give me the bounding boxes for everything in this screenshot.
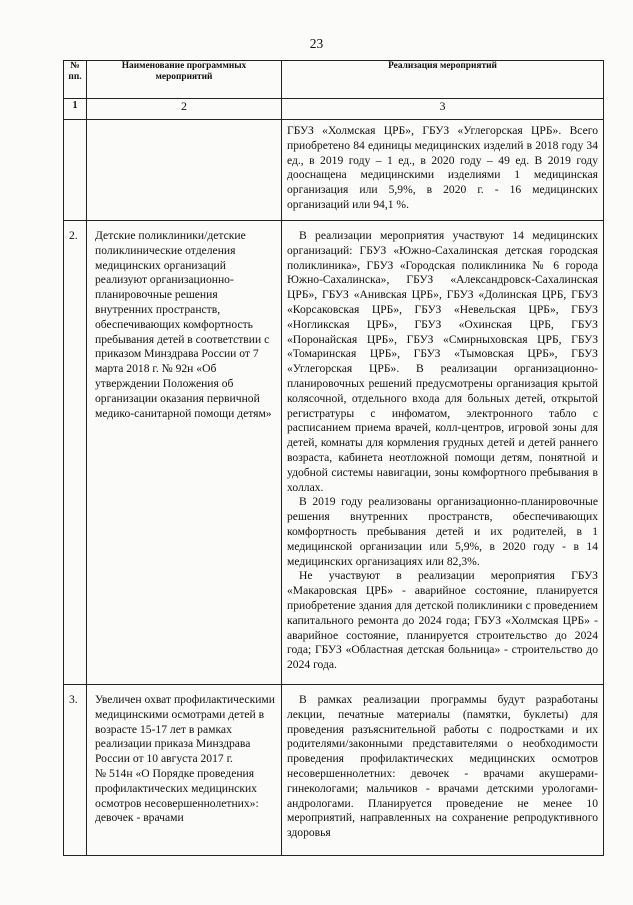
column-number-3: 3 (282, 99, 604, 120)
row-number: 3. (64, 685, 87, 856)
row-implementation (282, 685, 604, 856)
row-measure (87, 120, 282, 221)
row-measure: Детские поликлиники/детские поликлинические отделения медицинских организаций реализуют организационно-планировочные решения внутренних пространств, обеспечивающих комфортность пребывания детей в соответствии с приказом Минздрава России от 7 марта 2018 г. № 92н «Об утверждении Положения об организации оказания первичной медико-санитарной помощи детям» (87, 221, 282, 685)
header-name: Наименование программных мероприятий (87, 61, 282, 99)
row-implementation (282, 120, 604, 221)
implementation-paragraph: Не участвуют в реализации мероприятия ГБУЗ «Макаровская ЦРБ» - аварийное состояние, планируется приобретение здания для детской поликлиники с проведением капитального ремонта до 2024 года; ГБУЗ «Холмская ЦРБ» - аварийное состояние, планируется строительство до 2024 года; ГБУЗ «Областная детская больница» - строительство до 2024 года. (287, 569, 598, 672)
row-measure: Увеличен охват профилактическими медицинскими осмотрами детей в возрасте 15-17 лет в рамках реализации приказа Минздрава России от 10 августа 2017 г. № 514н «О Порядке проведения профилактических медицинских осмотров несовершеннолетних»: девочек - врачами (87, 685, 282, 856)
page-number: 23 (309, 36, 324, 51)
implementation-paragraph: ГБУЗ «Холмская ЦРБ», ГБУЗ «Углегорская ЦРБ». Всего приобретено 84 единицы медицинских изделий в 2018 году 34 ед., в 2019 году – 1 ед., в 2020 году – 49 ед. В 2019 году дооснащена медицинскими изделиями 1 медицинская организация или 5,9%, в 2020 г. - 16 медицинских организаций или 94,1 %. (287, 124, 598, 211)
column-number-row (64, 99, 604, 120)
implementation-paragraph: В 2019 году реализованы организационно-планировочные решения внутренних пространств, обеспечивающих комфортность пребывания детей и их родителей, в 1 медицинской организации или 5,9%, в 2020 году - в 14 медицинских организациях или 82,3%. (287, 495, 598, 568)
implementation-paragraph: В рамках реализации программы будут разработаны лекции, печатные материалы (памятки, буклеты) для проведения разъяснительной работы с подростками и их родителями/законными представителями о необходимости проведения профилактических медицинских осмотров несовершеннолетних: девочек - врачами акушерами-гинекологами; мальчиков - врачами детскими урологами-андрологами. Планируется проведение не менее 10 мероприятий, направленных на сохранение репродуктивного здоровья (287, 693, 598, 840)
column-number-2: 2 (87, 99, 282, 120)
measures-table (63, 60, 604, 856)
header-impl: Реализация мероприятий (282, 61, 604, 99)
table-row (64, 120, 604, 221)
table-row (64, 221, 604, 685)
row-number (64, 120, 87, 221)
header-num: № пп. (64, 61, 87, 99)
row-implementation (282, 221, 604, 685)
table-row (64, 685, 604, 856)
table-header-row (64, 61, 604, 99)
implementation-paragraph: В реализации мероприятия участвуют 14 медицинских организаций: ГБУЗ «Южно-Сахалинская детская городская поликлиника», ГБУЗ «Городская поликлиника № 6 города Южно-Сахалинска», ГБУЗ «Александровск-Сахалинская ЦРБ», ГБУЗ «Анивская ЦРБ», ГБУЗ «Долинская ЦРБ, ГБУЗ «Корсаковская ЦРБ», ГБУЗ «Невельская ЦРБ», ГБУЗ «Ногликская ЦРБ», ГБУЗ «Охинская ЦРБ, ГБУЗ «Поронайская ЦРБ», ГБУЗ «Смирныховская ЦРБ, ГБУЗ «Томаринская ЦРБ», ГБУЗ «Тымовская ЦРБ», ГБУЗ «Углегорская ЦРБ». В реализации организационно-планировочных решений предусмотрены организация крытой колясочной, отдельного входа для больных детей, открытой регистратуры с инфоматом, электронного табло с расписанием приема врачей, колл-центров, игровой зоны для детей, комнаты для кормления грудных детей и детей раннего возраста, кабинета неотложной помощи детям, понятной и удобной системы навигации, зоны комфортного пребывания в холлах. (287, 229, 598, 494)
row-number: 2. (64, 221, 87, 685)
column-number-1: 1 (64, 99, 87, 120)
